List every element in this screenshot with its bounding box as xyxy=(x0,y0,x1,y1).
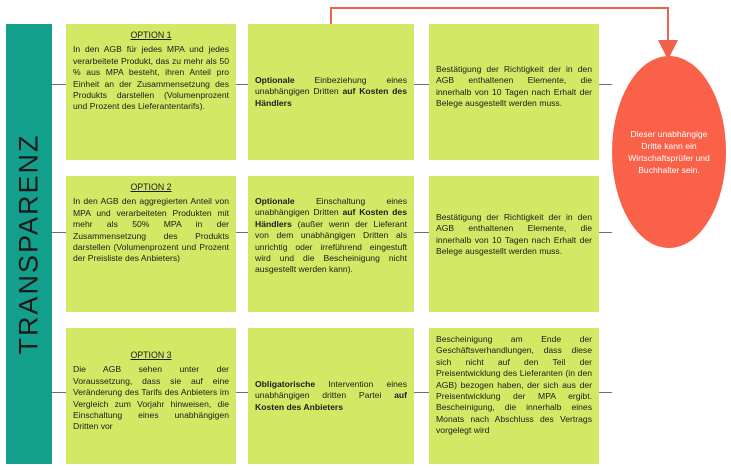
row-2-middle-bold-1: Optionale xyxy=(255,196,295,206)
row-1-middle-bold-1: Optionale xyxy=(255,74,295,85)
row-3-middle-box xyxy=(248,328,414,464)
third-party-note-oval xyxy=(612,56,726,248)
row-2-middle-text-2: (außer wenn der Lieferant von dem unabhängigen Dritten als unrichtig oder irreführend eingestuft wird und die Bescheinigung nicht ausgestellt werden kann). xyxy=(255,218,407,275)
option-3-text: Die AGB sehen unter der Voraussetzung, dass sie auf eine Veränderung des Tarifs des Anbieters im Vergleich zum Vorjahr hinweisen, die Einschaltung eines unabhängigen Dritten vor xyxy=(73,364,229,432)
row-2-middle-bold-2: auf Kosten des Händlers xyxy=(255,207,407,229)
row-2-right-box xyxy=(429,176,599,312)
option-1-title: OPTION 1 xyxy=(130,30,172,40)
row-3-middle-text-1: Intervention eines unabhängigen dritten Partei xyxy=(255,378,407,401)
option-2-title: OPTION 2 xyxy=(130,182,172,192)
row-2-middle-box xyxy=(248,176,414,312)
option-3-box xyxy=(66,328,236,464)
option-2-text: In den AGB den aggregierten Anteil von MPA und verarbeiteten Produkten mit mehr als 50% MPA in der Zusammensetzung des Produkts darstellen (Volumenprozent und Prozent der Preisliste des Anbieters) xyxy=(73,196,229,264)
row-1-middle-bold-2: auf Kosten des Händlers xyxy=(255,86,407,108)
option-1-text: In den AGB für jedes MPA und jedes verarbeitete Produkt, das zu mehr als 50 % aus MPA besteht, ihren Anteil pro Einheit an der Zusammensetzung des Produkts darstellen (Volumenprozent und Prozent des Lieferantentarifs). xyxy=(73,44,229,112)
row-3-right-text: Bescheinigung am Ende der Geschäftsverhandlungen, dass diese sich nicht auf den Teil der Preisentwicklung des Lieferanten (in den AGB) bezogen haben, der sich aus der Preisentwicklung der MPA ergibt. Bescheinigung, die innerhalb eines Monats nach Abschluss des Vertrags vorgelegt wird xyxy=(436,334,592,436)
sidebar-label: TRANSPARENZ xyxy=(13,133,44,355)
option-1-box xyxy=(66,24,236,160)
row-1-right-box xyxy=(429,24,599,160)
row-1-right-text: Bestätigung der Richtigkeit der in den AGB enthaltenen Elemente, die innerhalb von 10 Tagen nach Erhalt der Belege ausgestellt werden muss. xyxy=(436,64,592,109)
row-3-right-box xyxy=(429,328,599,464)
row-1-middle-text-1: Einbeziehung eines unabhängigen Dritten xyxy=(255,74,407,97)
option-2-box xyxy=(66,176,236,312)
option-3-title: OPTION 3 xyxy=(130,350,172,360)
row-3-middle-bold-1: Obligatorische xyxy=(255,378,316,389)
row-2-right-text: Bestätigung der Richtigkeit der in den AGB enthaltenen Elemente, die innerhalb von 10 Tagen nach Erhalt der Belege ausgestellt werden muss. xyxy=(436,212,592,257)
row-3-middle-bold-2: auf Kosten des Anbieters xyxy=(255,390,407,412)
row-2-middle-text-1: Einschaltung eines unabhängigen Dritten xyxy=(255,196,407,218)
row-1-middle-box xyxy=(248,24,414,160)
third-party-note-text: Dieser unabhängige Dritte kann ein Wirtschaftsprüfer und Buchhalter sein. xyxy=(628,129,710,175)
